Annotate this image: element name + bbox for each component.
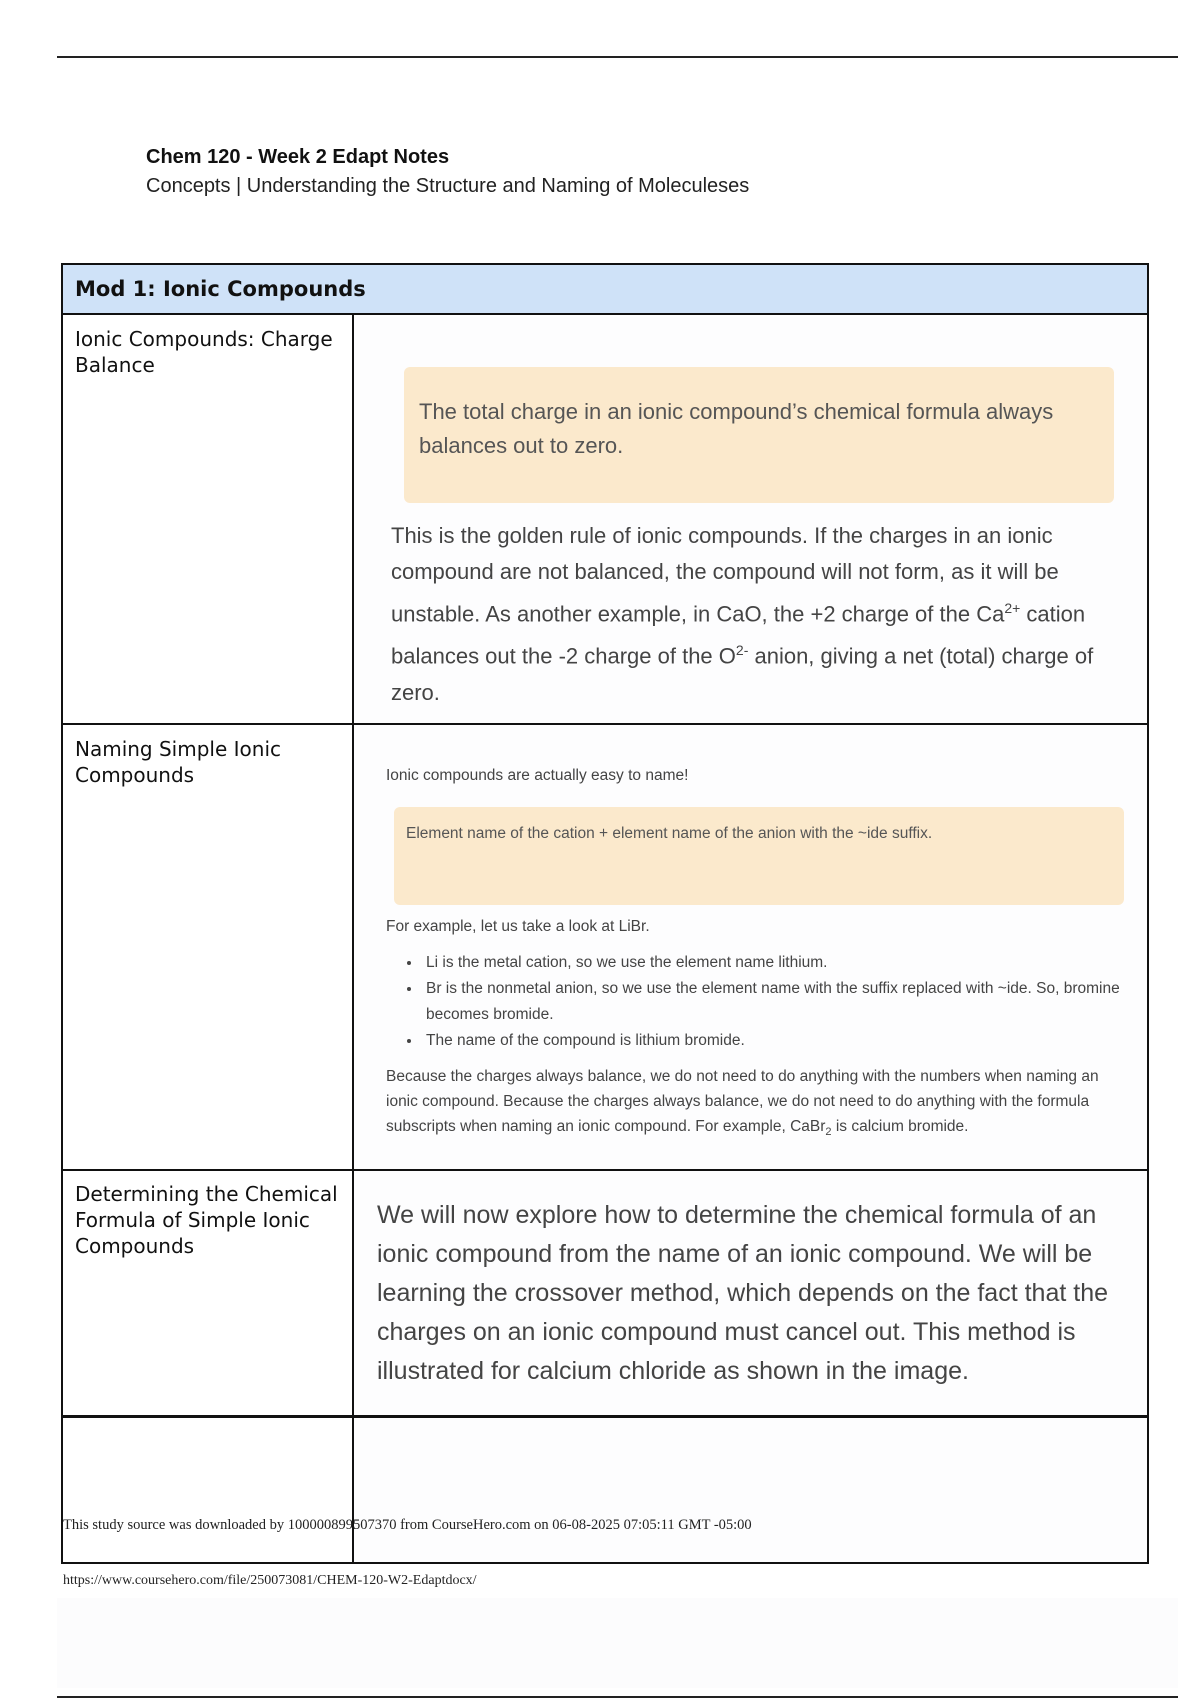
paragraph-tail: is calcium bromide.: [831, 1118, 969, 1135]
naming-intro: Ionic compounds are actually easy to name!: [386, 767, 689, 784]
content-formula: [354, 1171, 1147, 1415]
subscript: 2: [825, 1126, 832, 1139]
list-item: • The name of the compound is lithium bromide.: [422, 1028, 1147, 1054]
list-item: • Br is the nonmetal anion, so we use the element name with the suffix replaced with ~ide. So, bromine becomes bromide.: [422, 976, 1147, 1028]
oxygen-charge: 2-: [735, 642, 749, 659]
rule-callout: The total charge in an ionic compound’s chemical formula always balances out to zero.: [404, 367, 1114, 503]
top-rule: [57, 56, 1178, 58]
source-url[interactable]: https://www.coursehero.com/file/250073081/CHEM-120-W2-Edaptdocx/: [63, 1573, 477, 1588]
topic-charge-balance: Ionic Compounds: Charge Balance: [75, 327, 333, 377]
calcium-symbol: Ca: [976, 601, 1005, 627]
naming-paragraph: [386, 1064, 1116, 1145]
content-charge-balance: [354, 317, 1147, 723]
document-title: Chem 120 - Week 2 Edapt Notes: [146, 146, 450, 168]
paragraph-text: Because the charges always balance, we do not need to do anything with the numbers when naming an ionic compound. Because the charges always balance, we do not need to do anything with the formula subscripts when naming an ionic compound. For example, CaBr: [386, 1068, 1099, 1135]
empty-content-cell: [354, 1418, 1147, 1562]
oxygen-symbol: O: [718, 643, 736, 669]
charge-text-part: anion, giving a net (total) charge of zero.: [391, 643, 1094, 705]
topic-naming: Naming Simple Ionic Compounds: [75, 737, 281, 787]
module-heading: Mod 1: Ionic Compounds: [63, 265, 1147, 315]
list-item: • Li is the metal cation, so we use the element name lithium.: [422, 950, 1147, 976]
notes-table: [61, 263, 1149, 1564]
naming-rule-callout: Element name of the cation + element name of the anion with the ~ide suffix.: [394, 807, 1124, 905]
formula-explanation: We will now explore how to determine the chemical formula of an ionic compound from the name of an ionic compound. We will be learning the crossover method, which depends on the fact that the charges on an ionic compound must cancel out. This method is illustrated for calcium chloride as shown in the image.: [377, 1201, 1109, 1385]
charge-text-part: cation balances out the -2 charge of the: [391, 601, 1086, 669]
footer-band: [57, 1598, 1178, 1688]
document-subtitle: Concepts | Understanding the Structure and Naming of Moleculeses: [146, 175, 750, 197]
charge-explanation: [391, 518, 1136, 711]
topic-formula: Determining the Chemical Formula of Simple Ionic Compounds: [75, 1182, 338, 1258]
bottom-rule: [57, 1696, 1178, 1698]
naming-example: For example, let us take a look at LiBr.: [386, 918, 650, 935]
naming-steps: [386, 950, 1147, 1054]
charge-text-part: This is the golden rule of ionic compounds. If the charges in an ionic compound are not balanced, the compound will not form, as it will be unstable. As another example, in CaO, the +2 charge of the: [391, 523, 1059, 627]
download-note: This study source was downloaded by 100000899507370 from CourseHero.com on 06-08-2025 07:05:11 GMT -05:00: [63, 1517, 752, 1533]
content-naming: [354, 725, 1147, 1169]
calcium-charge: 2+: [1004, 600, 1021, 616]
